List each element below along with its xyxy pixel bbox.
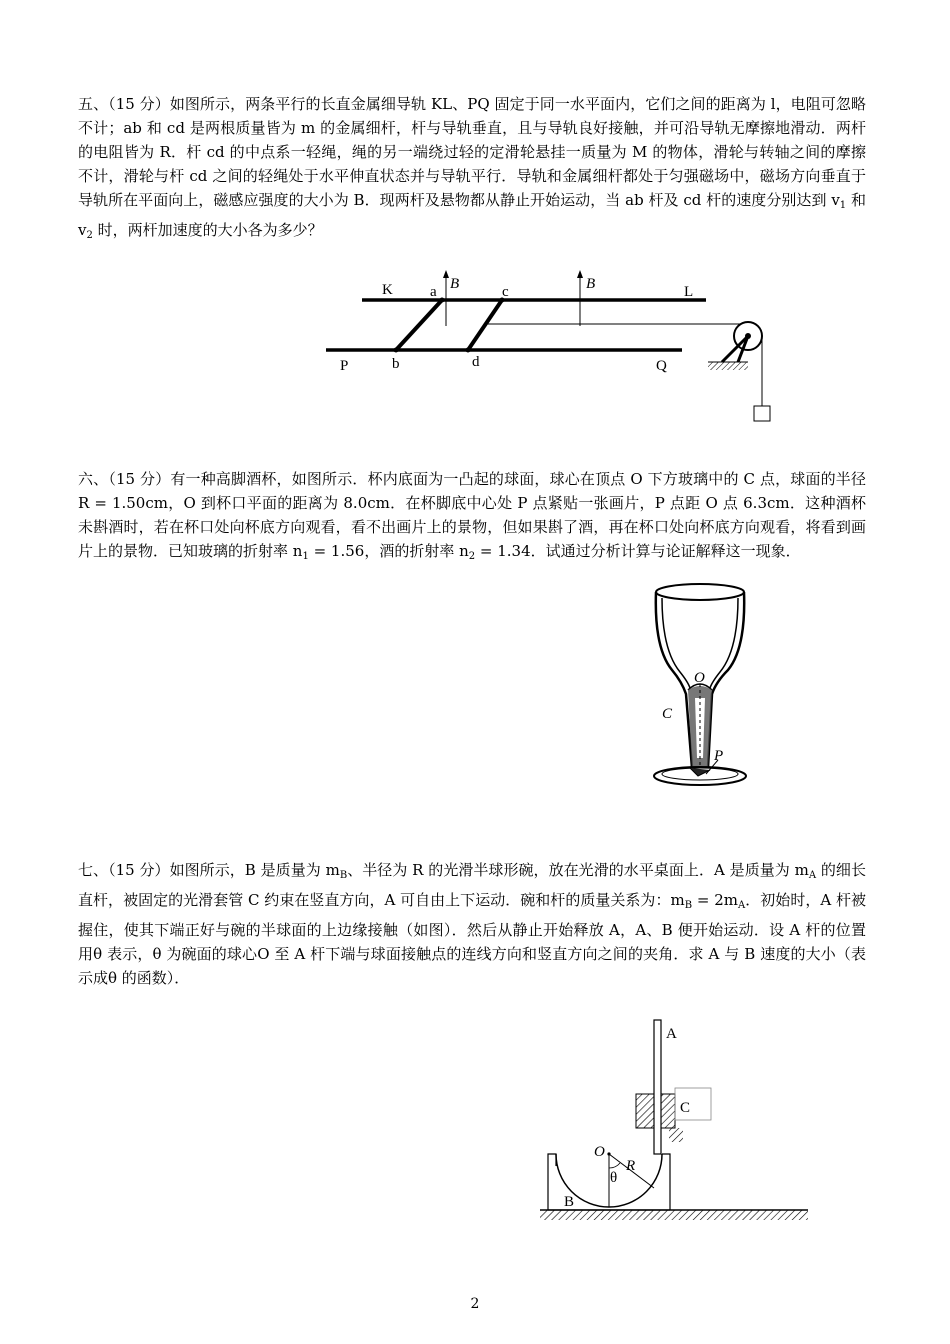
page-number: 2 xyxy=(470,1296,480,1312)
rod-a xyxy=(654,1020,661,1154)
hanging-mass xyxy=(754,406,770,421)
problem-7-text: 七、（15 分）如图所示，B 是质量为 $m_B$、半径为 R 的光滑半球形碗，放在光滑的水平桌面上．A 是质量为 $m_A$ 的细长直杆，被固定的光滑套管 C 约束在竖直方向，A 可自由上下运动．碗和杆的质量关系为：$m_B = 2m_A$．初始时，A 杆被握住，使其下端正好与碗的半球面的上边缘接触（如图）．然后从静止开始释放 A，A、B 便开始运动．设 A 杆的位置用θ 表示，θ 为碗面的球心O 至 A 杆下端与球面接触点的连线方向和竖直方向之间的夹角．求 A 与 B 速度的大小（表示成θ 的函数）． xyxy=(78,861,867,987)
svg-text:A: A xyxy=(666,1026,677,1042)
svg-text:c: c xyxy=(502,284,509,300)
svg-text:C: C xyxy=(680,1100,691,1116)
svg-text:B: B xyxy=(564,1194,575,1210)
svg-text:B: B xyxy=(450,276,460,292)
svg-text:θ: θ xyxy=(610,1170,618,1186)
svg-text:a: a xyxy=(430,284,437,300)
problem-6-text: 六、（15 分）有一种高脚酒杯，如图所示．杯内底面为一凸起的球面，球心在顶点 O 下方玻璃中的 C 点，球面的半径 R = 1.50cm，O 到杯口平面的距离为 8.0cm．在杯脚底中心处 P 点紧贴一张画片，P 点距 O 点 6.3cm．这种酒杯未斟酒时，若在杯口处向杯底方向观看，看不出画片上的景物，但如果斟了酒，再在杯口处向杯底方向观看，将看到画片上的景物．已知玻璃的折射率 $n_1 = 1.56$，酒的折射率 $n_2 = 1.34$．试通过分析计算与论证解释这一现象． xyxy=(78,470,866,562)
svg-text:O: O xyxy=(594,1144,605,1160)
svg-text:Q: Q xyxy=(656,358,667,374)
problem-5-text: 五、（15 分）如图所示，两条平行的长直金属细导轨 KL、PQ 固定于同一水平面内，它们之间的距离为 l，电阻可忽略不计；ab 和 cd 是两根质量皆为 m 的金属细杆，杆与导轨垂直，且与导轨良好接触，并可沿导轨无摩擦地滑动．两杆的电阻皆为 R．杆 cd 的中点系一轻绳，绳的另一端绕过轻的定滑轮悬挂一质量为 M 的物体，滑轮与转轴之间的摩擦不计，滑轮与杆 cd 之间的轻绳处于水平伸直状态并与导轨平行．导轨和金属细杆都处于匀强磁场中，磁场方向垂直于导轨所在平面向上，磁感应强度的大小为 B．现两杆及悬物都从静止开始运动，当 ab 杆及 cd 杆的速度分别达到 $v_1$ 和 $v_2$ 时，两杆加速度的大小各为多少？ xyxy=(78,95,866,241)
svg-text:O: O xyxy=(694,670,705,686)
svg-text:P: P xyxy=(340,358,349,374)
svg-text:C: C xyxy=(662,706,673,722)
problem-7 xyxy=(78,858,866,990)
rails-figure xyxy=(320,268,780,428)
svg-text:L: L xyxy=(684,284,694,300)
problem-5 xyxy=(78,92,866,248)
rod-cd xyxy=(468,300,502,350)
svg-text:d: d xyxy=(472,354,480,370)
svg-text:P: P xyxy=(714,748,724,764)
svg-text:K: K xyxy=(382,282,393,298)
svg-text:b: b xyxy=(392,356,400,372)
svg-text:B: B xyxy=(586,276,596,292)
goblet-figure xyxy=(640,578,770,798)
rod-ab xyxy=(396,300,442,350)
problem-6 xyxy=(78,467,866,569)
bowl-rod-figure xyxy=(536,1016,816,1242)
svg-text:R: R xyxy=(626,1158,636,1174)
